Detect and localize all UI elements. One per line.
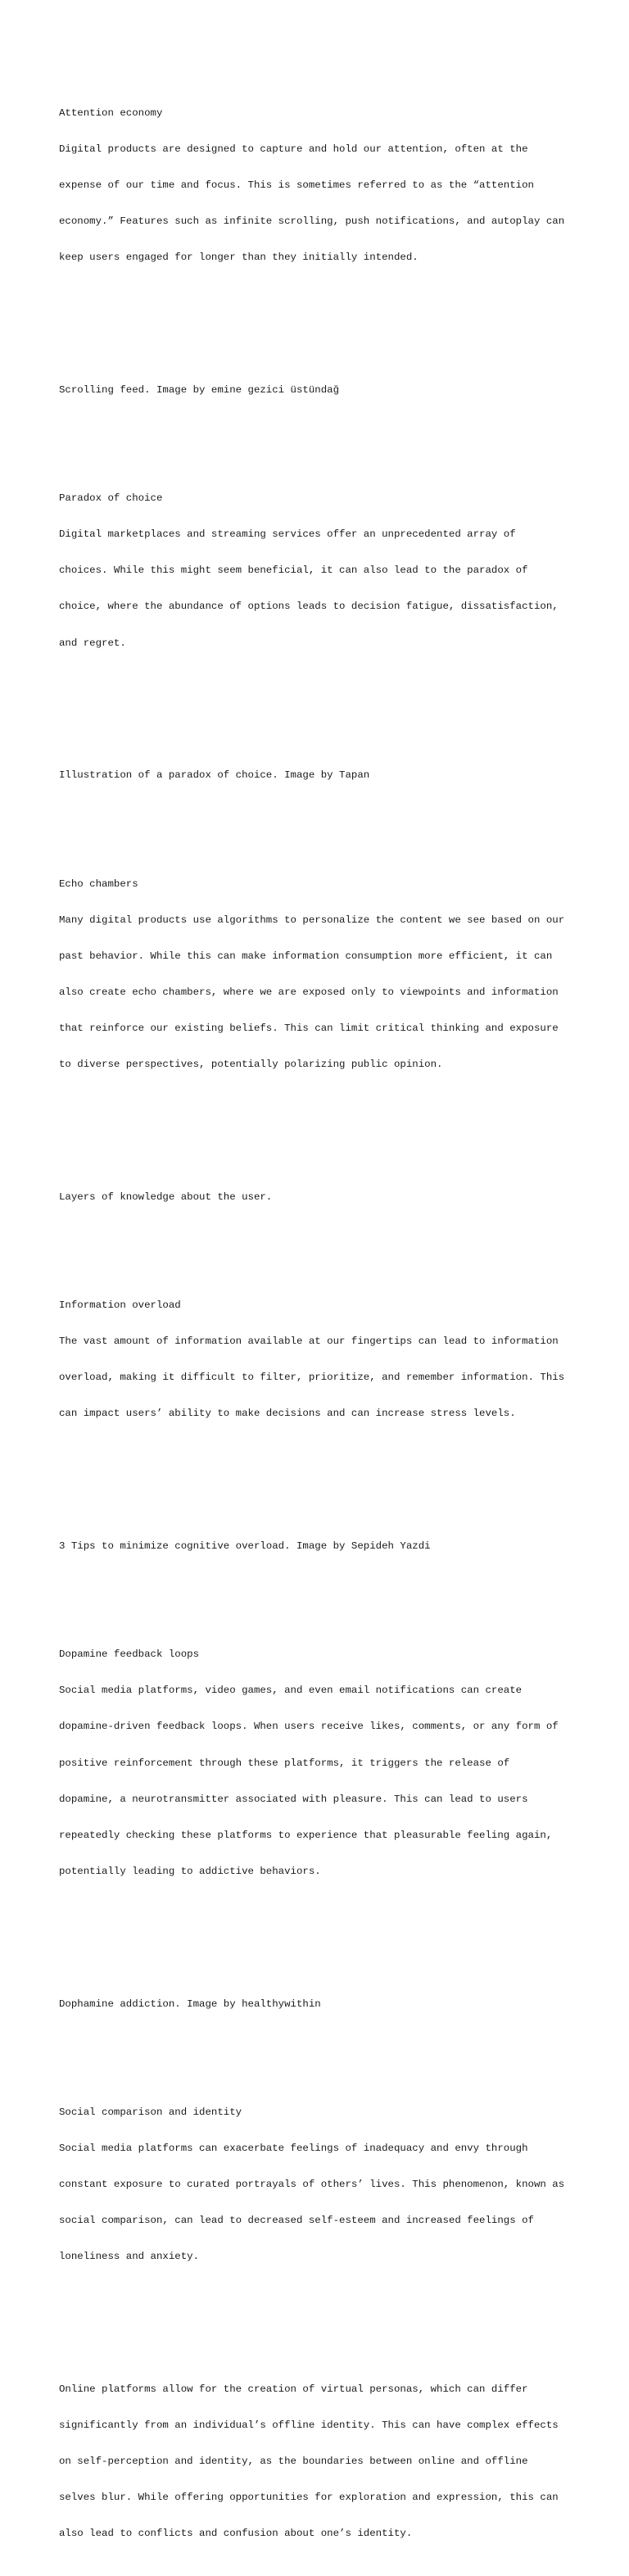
section-echo-chambers <box>59 854 583 1095</box>
image-caption: Dophamine addiction. Image by healthywithin <box>59 1998 321 2010</box>
paragraph-line: keep users engaged for longer than they initially intended. <box>59 252 419 264</box>
paragraph-line: Digital marketplaces and streaming services offer an unprecedented array of <box>59 528 516 541</box>
paragraph-line: Many digital products use algorithms to personalize the content we see based on our <box>59 914 565 926</box>
section-social-comparison <box>59 2082 583 2287</box>
paragraph-virtual-personas <box>59 2359 583 2564</box>
paragraph-line: on self-perception and identity, as the boundaries between online and offline <box>59 2456 528 2468</box>
paragraph-line: dopamine, a neurotransmitter associated with pleasure. This can lead to users <box>59 1793 528 1805</box>
document-body <box>59 59 583 2576</box>
paragraph-line: repeatedly checking these platforms to experience that pleasurable feeling again, <box>59 1829 553 1841</box>
paragraph-line: and regret. <box>59 637 126 649</box>
paragraph-line: Social media platforms can exacerbate feelings of inadequacy and envy through <box>59 2142 528 2154</box>
paragraph-line: expense of our time and focus. This is sometimes referred to as the “attention <box>59 179 534 191</box>
paragraph-line: past behavior. While this can make information consumption more efficient, it can <box>59 950 553 962</box>
section-heading: Echo chambers <box>59 878 138 890</box>
paragraph-line: positive reinforcement through these platforms, it triggers the release of <box>59 1757 510 1769</box>
paragraph-line: significantly from an individual’s offline identity. This can have complex effects <box>59 2419 559 2431</box>
section-heading: Information overload <box>59 1299 181 1311</box>
section-heading: Dopamine feedback loops <box>59 1649 200 1661</box>
paragraph-line: overload, making it difficult to filter, prioritize, and remember information. This <box>59 1372 565 1384</box>
paragraph-line: that reinforce our existing beliefs. This can limit critical thinking and exposure <box>59 1022 559 1034</box>
paragraph-line: economy.” Features such as infinite scrolling, push notifications, and autoplay can <box>59 215 565 228</box>
paragraph-line: selves blur. While offering opportunities for exploration and expression, this can <box>59 2492 559 2504</box>
paragraph-line: can impact users’ ability to make decisions and can increase stress levels. <box>59 1408 516 1420</box>
paragraph-line: also create echo chambers, where we are exposed only to viewpoints and information <box>59 986 559 998</box>
paragraph-line: constant exposure to curated portrayals of others’ lives. This phenomenon, known as <box>59 2178 565 2190</box>
image-caption: 3 Tips to minimize cognitive overload. Image by Sepideh Yazdi <box>59 1540 431 1552</box>
section-information-overload <box>59 1276 583 1444</box>
section-attention-economy <box>59 83 583 288</box>
paragraph-line: Social media platforms, video games, and even email notifications can create <box>59 1685 523 1697</box>
paragraph-line: dopamine-driven feedback loops. When users receive likes, comments, or any form of <box>59 1721 559 1733</box>
section-heading: Paradox of choice <box>59 492 163 505</box>
paragraph-line: The vast amount of information available at our fingertips can lead to information <box>59 1336 559 1348</box>
paragraph-line: Digital products are designed to capture and hold our attention, often at the <box>59 143 528 155</box>
image-caption: Scrolling feed. Image by emine gezici üstündağ <box>59 383 340 396</box>
paragraph-line: also lead to conflicts and confusion about one’s identity. <box>59 2528 413 2540</box>
paragraph-line: social comparison, can lead to decreased self-esteem and increased feelings of <box>59 2215 534 2227</box>
paragraph-line: loneliness and anxiety. <box>59 2251 200 2263</box>
section-paradox-of-choice <box>59 469 583 673</box>
image-caption: Illustration of a paradox of choice. Image by Tapan <box>59 769 370 782</box>
section-dopamine-feedback-loops <box>59 1625 583 1902</box>
paragraph-line: choices. While this might seem beneficial, it can also lead to the paradox of <box>59 565 528 577</box>
image-caption: Layers of knowledge about the user. <box>59 1190 273 1203</box>
paragraph-line: Online platforms allow for the creation of virtual personas, which can differ <box>59 2383 528 2395</box>
paragraph-line: potentially leading to addictive behaviors. <box>59 1865 321 1877</box>
section-heading: Attention economy <box>59 107 163 119</box>
paragraph-line: to diverse perspectives, potentially polarizing public opinion. <box>59 1059 443 1070</box>
paragraph-line: choice, where the abundance of options leads to decision fatigue, dissatisfaction, <box>59 601 559 613</box>
section-heading: Social comparison and identity <box>59 2106 242 2118</box>
